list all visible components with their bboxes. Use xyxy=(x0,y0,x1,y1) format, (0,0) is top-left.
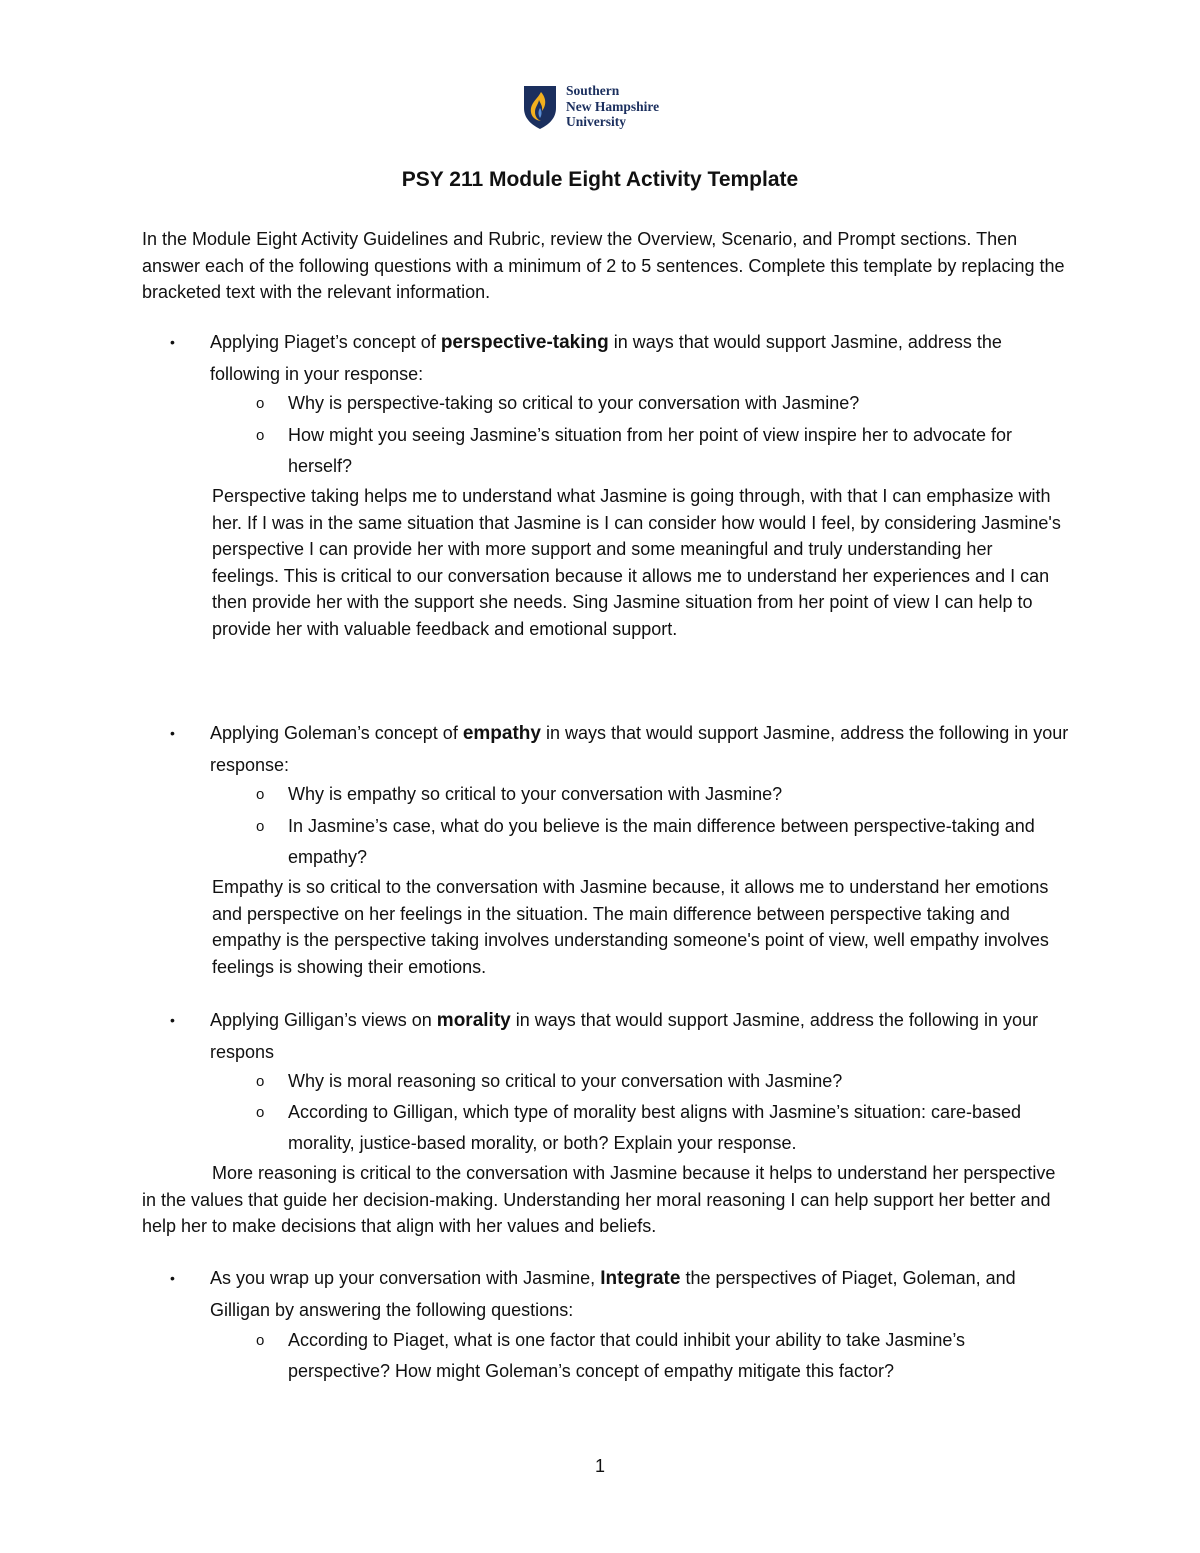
sub-bullet-icon: o xyxy=(256,786,265,803)
prompt-text: in ways that would support Jasmine, address the following in your respons xyxy=(210,1010,1038,1062)
logo-line: Southern xyxy=(566,83,620,98)
logo-line: University xyxy=(566,114,626,129)
flame-shield-icon xyxy=(522,84,558,130)
answer-paragraph xyxy=(142,1160,1062,1240)
document-title: PSY 211 Module Eight Activity Template xyxy=(401,168,799,191)
question-prompt xyxy=(210,1263,1070,1325)
sub-question-text: Why is perspective-taking so critical to your conversation with Jasmine? xyxy=(288,393,860,413)
prompt-text: Applying Piaget’s concept of xyxy=(210,332,441,352)
sub-question-text: According to Gilligan, which type of morality best aligns with Jasmine’s situation: care-based morality, justice-based morality, or both? Explain your response. xyxy=(288,1102,1022,1153)
prompt-text: As you wrap up your conversation with Jasmine, xyxy=(210,1268,601,1288)
intro-paragraph: In the Module Eight Activity Guidelines and Rubric, review the Overview, Scenario, and Prompt sections. Then answer each of the following questions with a minimum of 2 to 5 sentences. Complete this template by replacing the bracketed text with the relevant information. xyxy=(142,229,1065,302)
answer-text: More reasoning is critical to the conversation with Jasmine because it helps to understand her perspective in the values that guide her decision-making. Understanding her moral reasoning I can help support her better and help her to make decisions that align with her values and beliefs. xyxy=(142,1163,1056,1236)
sub-bullet-icon: o xyxy=(256,1073,265,1090)
answer-paragraph: Empathy is so critical to the conversation with Jasmine because, it allows me to understand her emotions and perspective on her feelings in the situation. The main difference between perspective taking and empathy is the perspective taking involves understanding someone's point of view, well empathy involves feelings is showing their emotions. xyxy=(212,877,1049,977)
bullet-icon: • xyxy=(170,334,175,350)
question-prompt xyxy=(210,327,1070,389)
logo-wordmark xyxy=(566,83,659,130)
key-concept: Integrate xyxy=(600,1268,681,1289)
prompt-text: Applying Goleman’s concept of xyxy=(210,723,463,743)
sub-bullet-icon: o xyxy=(256,1104,265,1121)
prompt-text: the perspectives of Piaget, Goleman, and Gilligan by answering the following questions: xyxy=(210,1268,1016,1320)
answer-paragraph: Perspective taking helps me to understand what Jasmine is going through, with that I can emphasize with her. If I was in the same situation that Jasmine is I can consider how would I feel, by considering Jasmine's perspective I can provide her with more support and some meaningful and truly understanding her feelings. This is critical to our conversation because it allows me to understand her experiences and I can then provide her with the support she needs. Sing Jasmine situation from her point of view I can help to provide her with valuable feedback and emotional support. xyxy=(212,486,1061,639)
bullet-icon: • xyxy=(170,725,175,741)
prompt-text: Applying Gilligan’s views on xyxy=(210,1010,437,1030)
sub-question-text: How might you seeing Jasmine’s situation from her point of view inspire her to advocate for herself? xyxy=(288,425,1013,476)
question-prompt xyxy=(210,1005,1070,1067)
sub-bullet-icon: o xyxy=(256,818,265,835)
prompt-text: in ways that would support Jasmine, address the following in your response: xyxy=(210,723,1069,775)
sub-bullet-icon: o xyxy=(256,1332,265,1349)
key-concept: empathy xyxy=(462,723,541,744)
university-logo xyxy=(522,84,692,132)
prompt-text: in ways that would support Jasmine, address the following in your response: xyxy=(210,332,1002,384)
sub-question-text: According to Piaget, what is one factor that could inhibit your ability to take Jasmine’s perspective? How might Goleman’s concept of empathy mitigate this factor? xyxy=(288,1330,966,1381)
page-number: 1 xyxy=(594,1456,605,1476)
bullet-icon: • xyxy=(170,1012,175,1028)
key-concept: perspective-taking xyxy=(440,332,609,353)
logo-line: New Hampshire xyxy=(566,98,660,114)
question-prompt xyxy=(210,718,1070,780)
sub-bullet-icon: o xyxy=(256,427,265,444)
sub-question-text: Why is empathy so critical to your conversation with Jasmine? xyxy=(288,784,783,804)
sub-question-text: Why is moral reasoning so critical to your conversation with Jasmine? xyxy=(288,1071,843,1091)
sub-question-text: In Jasmine’s case, what do you believe is the main difference between perspective-taking and empathy? xyxy=(288,816,1035,867)
sub-bullet-icon: o xyxy=(256,395,265,412)
bullet-icon: • xyxy=(170,1270,175,1286)
key-concept: morality xyxy=(436,1010,511,1031)
